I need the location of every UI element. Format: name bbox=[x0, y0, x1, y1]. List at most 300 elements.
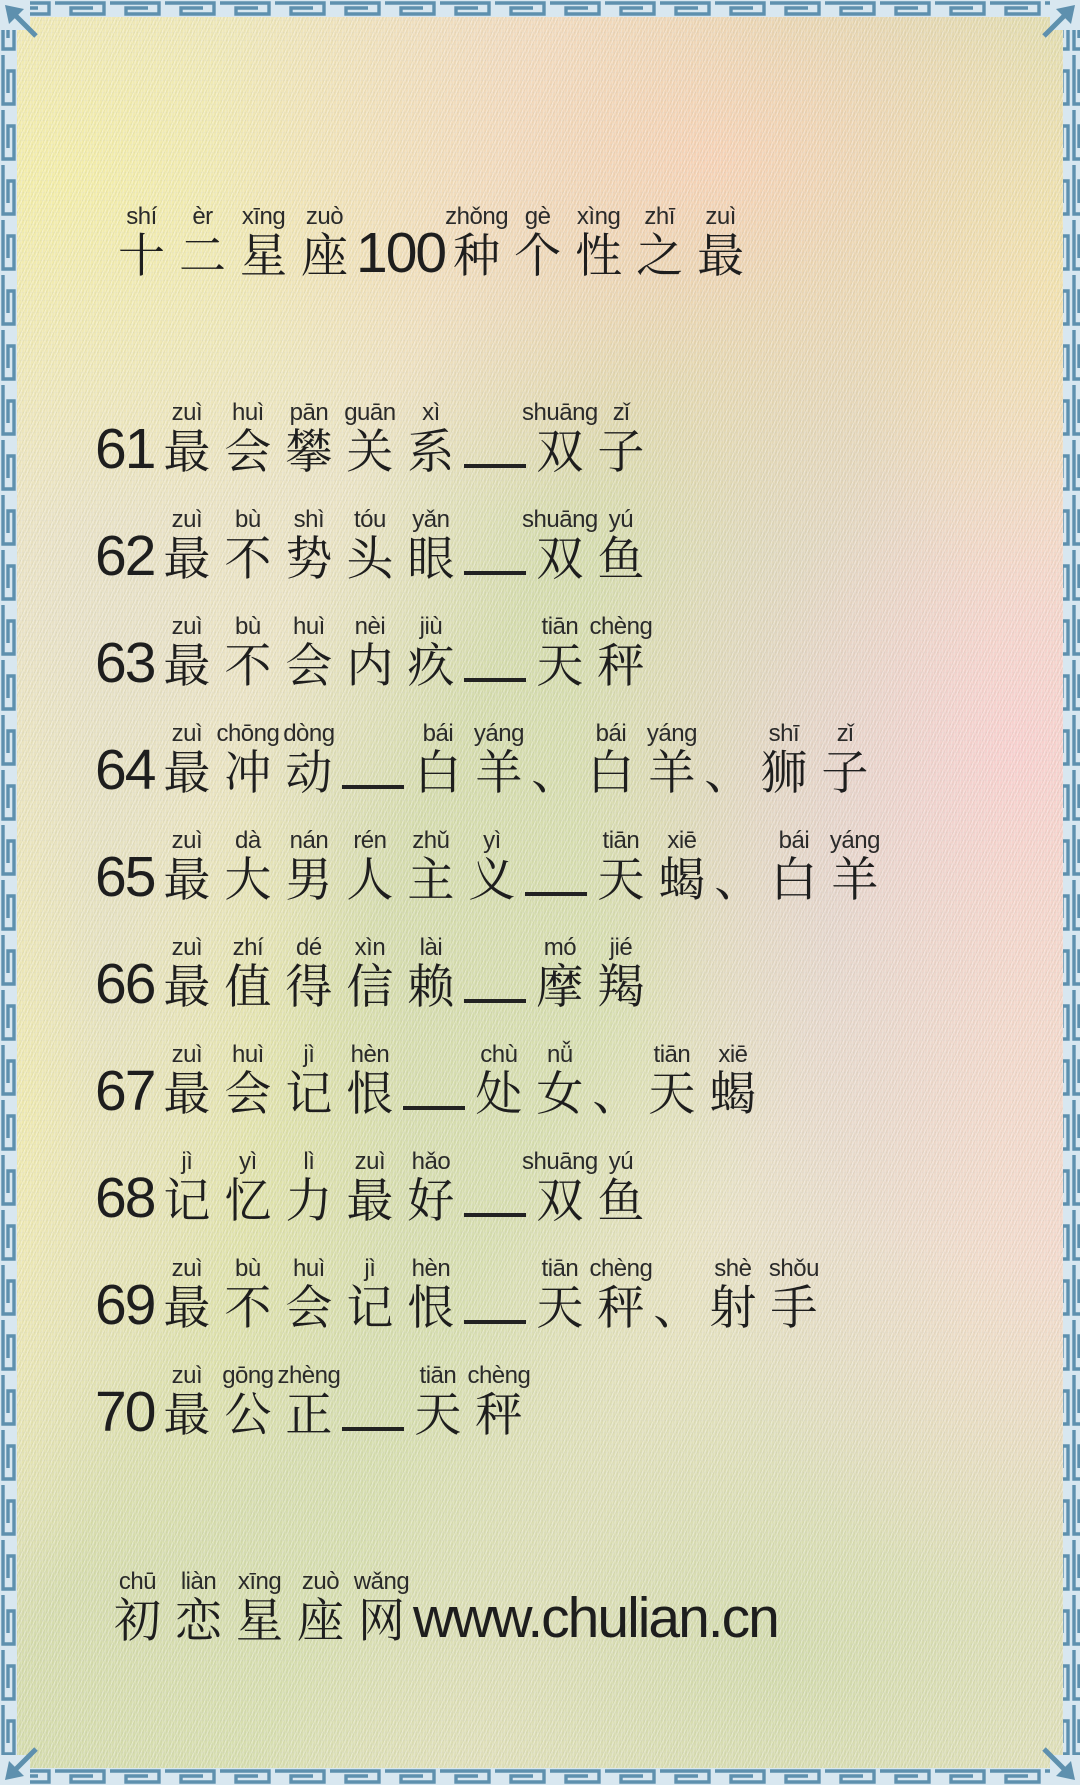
pinyin-annotation: bù bbox=[235, 613, 261, 640]
hanzi-char: 双 bbox=[536, 532, 584, 585]
char-group bbox=[714, 855, 761, 904]
char-group bbox=[536, 1041, 584, 1120]
char-group bbox=[653, 1283, 700, 1332]
hanzi-char: 、 bbox=[653, 1281, 701, 1334]
char-group bbox=[114, 1568, 161, 1647]
hanzi-char: 二 bbox=[179, 229, 226, 282]
pinyin-annotation: zuì bbox=[354, 1148, 386, 1175]
pinyin-annotation: zhǔ bbox=[412, 827, 450, 854]
pinyin-annotation: xiē bbox=[718, 1041, 748, 1068]
hanzi-char: 最 bbox=[163, 1281, 211, 1334]
pinyin-annotation: huì bbox=[231, 399, 264, 426]
hanzi-char: 不 bbox=[224, 532, 272, 585]
char-group bbox=[222, 1362, 274, 1441]
hanzi-char: 势 bbox=[285, 532, 333, 585]
hanzi-char: 羯 bbox=[597, 960, 645, 1013]
char-group bbox=[414, 1362, 462, 1441]
char-group bbox=[356, 221, 446, 285]
dash-separator bbox=[464, 1320, 526, 1325]
char-group bbox=[285, 399, 333, 478]
pinyin-annotation: huì bbox=[231, 1041, 264, 1068]
char-group bbox=[407, 827, 455, 906]
hanzi-char: 眼 bbox=[407, 532, 455, 585]
char-group bbox=[216, 720, 280, 799]
pinyin-annotation: xīng bbox=[237, 1568, 282, 1595]
trait-line bbox=[95, 717, 1050, 809]
char-group bbox=[224, 613, 272, 692]
latin-text: 100 bbox=[356, 221, 446, 285]
pinyin-annotation: bù bbox=[235, 506, 261, 533]
char-group bbox=[531, 748, 578, 797]
char-group bbox=[445, 203, 509, 282]
char-group bbox=[285, 934, 333, 1013]
hanzi-char: 摩 bbox=[536, 960, 584, 1013]
char-group bbox=[709, 1255, 757, 1334]
pinyin-annotation: shuāng bbox=[522, 399, 598, 426]
hanzi-char: 白 bbox=[587, 746, 635, 799]
pinyin-annotation: jié bbox=[609, 934, 633, 961]
pinyin-annotation: shǒu bbox=[768, 1255, 819, 1282]
hanzi-char: 子 bbox=[821, 746, 869, 799]
hanzi-char: 子 bbox=[597, 425, 645, 478]
char-group bbox=[467, 1362, 531, 1441]
char-group bbox=[770, 827, 818, 906]
char-group bbox=[224, 1041, 272, 1120]
char-group bbox=[346, 1255, 394, 1334]
char-group bbox=[414, 720, 462, 799]
item-number: 61 bbox=[95, 417, 155, 481]
pinyin-annotation: yì bbox=[239, 1148, 257, 1175]
pinyin-annotation: xīng bbox=[241, 203, 286, 230]
pinyin-annotation: yǎn bbox=[412, 506, 450, 533]
hanzi-char: 恋 bbox=[175, 1594, 222, 1647]
trait-line bbox=[95, 1038, 1050, 1130]
hanzi-char: 记 bbox=[346, 1281, 394, 1334]
pinyin-annotation: shì bbox=[293, 506, 325, 533]
char-group bbox=[346, 613, 394, 692]
char-group bbox=[283, 720, 335, 799]
pinyin-annotation: xiē bbox=[667, 827, 697, 854]
hanzi-char: 射 bbox=[709, 1281, 757, 1334]
char-group bbox=[163, 1362, 211, 1441]
hanzi-char: 白 bbox=[414, 746, 462, 799]
hanzi-char: 恨 bbox=[407, 1281, 455, 1334]
hanzi-char: 个 bbox=[514, 229, 562, 282]
char-group bbox=[224, 934, 272, 1013]
hanzi-char: 会 bbox=[224, 425, 272, 478]
pinyin-annotation: shè bbox=[714, 1255, 752, 1282]
site-footer bbox=[95, 1565, 1050, 1650]
pinyin-annotation: bái bbox=[422, 720, 454, 747]
char-group bbox=[514, 203, 562, 282]
char-group bbox=[768, 1255, 819, 1334]
pinyin-annotation: jiù bbox=[419, 613, 443, 640]
hanzi-char: 之 bbox=[636, 229, 684, 282]
char-group bbox=[597, 506, 645, 585]
item-number: 70 bbox=[95, 1380, 155, 1444]
hanzi-char: 值 bbox=[224, 960, 272, 1013]
pinyin-annotation: xìn bbox=[354, 934, 386, 961]
pinyin-annotation: dà bbox=[235, 827, 261, 854]
hanzi-char: 双 bbox=[536, 425, 584, 478]
char-group bbox=[407, 1255, 455, 1334]
corner-arrow-bottom-left bbox=[0, 1749, 36, 1785]
dash-separator bbox=[342, 785, 404, 790]
pinyin-annotation: zuò bbox=[301, 1568, 340, 1595]
char-group bbox=[224, 506, 272, 585]
border-top bbox=[0, 0, 1080, 17]
char-group bbox=[407, 506, 455, 585]
item-number: 68 bbox=[95, 1166, 155, 1230]
hanzi-char: 、 bbox=[714, 853, 762, 906]
item-number: 63 bbox=[95, 631, 155, 695]
pinyin-annotation: tiān bbox=[602, 827, 640, 854]
hanzi-char: 十 bbox=[118, 229, 165, 282]
hanzi-char: 、 bbox=[592, 1067, 640, 1120]
trait-line bbox=[95, 1359, 1050, 1451]
char-group bbox=[589, 613, 653, 692]
char-group bbox=[163, 1148, 211, 1227]
pinyin-annotation: nǚ bbox=[547, 1041, 573, 1068]
char-group bbox=[475, 1041, 523, 1120]
char-group bbox=[522, 1148, 598, 1227]
hanzi-char: 记 bbox=[163, 1174, 211, 1227]
hanzi-char: 蝎 bbox=[709, 1067, 757, 1120]
pinyin-annotation: jì bbox=[303, 1041, 315, 1068]
hanzi-char: 最 bbox=[163, 532, 211, 585]
hanzi-char: 记 bbox=[285, 1067, 333, 1120]
border-bottom bbox=[0, 1768, 1080, 1785]
pinyin-annotation: chèng bbox=[589, 1255, 653, 1282]
hanzi-char: 、 bbox=[704, 746, 752, 799]
pinyin-annotation: tiān bbox=[419, 1362, 457, 1389]
char-group bbox=[468, 827, 516, 906]
pinyin-annotation: huì bbox=[292, 1255, 325, 1282]
pinyin-annotation: tiān bbox=[541, 613, 579, 640]
char-group bbox=[224, 1148, 272, 1227]
hanzi-char: 得 bbox=[285, 960, 333, 1013]
trait-line bbox=[95, 1145, 1050, 1237]
char-group bbox=[163, 827, 211, 906]
char-group bbox=[163, 399, 211, 478]
trait-line bbox=[95, 1252, 1050, 1344]
pinyin-annotation: chèng bbox=[467, 1362, 531, 1389]
pinyin-annotation: chū bbox=[118, 1568, 157, 1595]
pinyin-annotation: tóu bbox=[353, 506, 386, 533]
pinyin-annotation: pān bbox=[289, 399, 329, 426]
hanzi-char: 秤 bbox=[597, 1281, 645, 1334]
pinyin-annotation: hèn bbox=[350, 1041, 390, 1068]
pinyin-annotation: gè bbox=[524, 203, 551, 230]
hanzi-char: 天 bbox=[648, 1067, 696, 1120]
pinyin-annotation: nèi bbox=[354, 613, 386, 640]
hanzi-char: 天 bbox=[414, 1388, 462, 1441]
dash-separator bbox=[403, 1106, 465, 1111]
hanzi-char: 不 bbox=[224, 1281, 272, 1334]
pinyin-annotation: zuì bbox=[171, 720, 203, 747]
char-group bbox=[163, 1041, 211, 1120]
hanzi-char: 星 bbox=[240, 229, 287, 282]
hanzi-char: 义 bbox=[468, 853, 516, 906]
char-group bbox=[346, 934, 394, 1013]
hanzi-char: 天 bbox=[536, 639, 584, 692]
char-group bbox=[413, 1586, 778, 1650]
hanzi-char: 动 bbox=[285, 746, 333, 799]
hanzi-char: 好 bbox=[407, 1174, 455, 1227]
hanzi-char: 座 bbox=[297, 1594, 344, 1647]
pinyin-annotation: xì bbox=[422, 399, 440, 426]
hanzi-char: 攀 bbox=[285, 425, 333, 478]
hanzi-char: 大 bbox=[224, 853, 272, 906]
char-group bbox=[829, 827, 880, 906]
hanzi-char: 天 bbox=[536, 1281, 584, 1334]
hanzi-char: 种 bbox=[453, 229, 501, 282]
char-group bbox=[346, 506, 394, 585]
hanzi-char: 女 bbox=[536, 1067, 584, 1120]
pinyin-annotation: zuì bbox=[171, 827, 203, 854]
char-group bbox=[240, 203, 287, 282]
char-group bbox=[473, 720, 524, 799]
pinyin-annotation: jì bbox=[181, 1148, 193, 1175]
pinyin-annotation: zuì bbox=[171, 1362, 203, 1389]
hanzi-char: 双 bbox=[536, 1174, 584, 1227]
char-group bbox=[709, 1041, 757, 1120]
pinyin-annotation: hèn bbox=[411, 1255, 451, 1282]
pinyin-annotation: shí bbox=[126, 203, 157, 230]
hanzi-char: 鱼 bbox=[597, 532, 645, 585]
char-group bbox=[407, 934, 455, 1013]
char-group bbox=[277, 1362, 341, 1441]
hanzi-char: 网 bbox=[358, 1594, 405, 1647]
item-number: 62 bbox=[95, 524, 155, 588]
char-group bbox=[587, 720, 635, 799]
pinyin-annotation: zhèng bbox=[277, 1362, 341, 1389]
dash-separator bbox=[525, 892, 587, 897]
char-group bbox=[224, 1255, 272, 1334]
hanzi-char: 最 bbox=[697, 229, 745, 282]
pinyin-annotation: shuāng bbox=[522, 506, 598, 533]
char-group bbox=[285, 613, 333, 692]
hanzi-char: 座 bbox=[301, 229, 348, 282]
hanzi-char: 羊 bbox=[475, 746, 523, 799]
hanzi-char: 男 bbox=[285, 853, 333, 906]
hanzi-char: 人 bbox=[346, 853, 394, 906]
pinyin-annotation: lì bbox=[303, 1148, 315, 1175]
char-group bbox=[407, 613, 455, 692]
hanzi-char: 会 bbox=[285, 1281, 333, 1334]
hanzi-char: 最 bbox=[163, 853, 211, 906]
pinyin-annotation: tiān bbox=[653, 1041, 691, 1068]
char-group bbox=[224, 399, 272, 478]
char-group bbox=[179, 203, 226, 282]
hanzi-char: 不 bbox=[224, 639, 272, 692]
char-group bbox=[636, 203, 684, 282]
hanzi-char: 恨 bbox=[346, 1067, 394, 1120]
char-group bbox=[163, 613, 211, 692]
hanzi-char: 力 bbox=[285, 1174, 333, 1227]
char-group bbox=[301, 203, 348, 282]
hanzi-char: 最 bbox=[163, 425, 211, 478]
dash-separator bbox=[464, 1213, 526, 1218]
pinyin-annotation: dé bbox=[296, 934, 322, 961]
hanzi-char: 关 bbox=[346, 425, 394, 478]
hanzi-char: 手 bbox=[770, 1281, 818, 1334]
char-group bbox=[353, 1568, 410, 1647]
item-number: 66 bbox=[95, 952, 155, 1016]
item-number: 65 bbox=[95, 845, 155, 909]
hanzi-char: 最 bbox=[163, 639, 211, 692]
char-group bbox=[285, 827, 333, 906]
char-group bbox=[285, 1148, 333, 1227]
trait-line bbox=[95, 824, 1050, 916]
hanzi-char: 秤 bbox=[475, 1388, 523, 1441]
pinyin-annotation: zuì bbox=[171, 613, 203, 640]
hanzi-char: 最 bbox=[163, 746, 211, 799]
hanzi-char: 信 bbox=[346, 960, 394, 1013]
hanzi-char: 最 bbox=[163, 1067, 211, 1120]
char-group bbox=[175, 1568, 222, 1647]
pinyin-annotation: tiān bbox=[541, 1255, 579, 1282]
char-group bbox=[297, 1568, 344, 1647]
pinyin-annotation: yì bbox=[483, 827, 501, 854]
pinyin-annotation: yáng bbox=[829, 827, 880, 854]
pinyin-annotation: bái bbox=[595, 720, 627, 747]
char-group bbox=[592, 1069, 639, 1118]
char-group bbox=[346, 1041, 394, 1120]
pinyin-annotation: zuì bbox=[171, 1255, 203, 1282]
pinyin-annotation: guān bbox=[344, 399, 396, 426]
char-group bbox=[704, 748, 751, 797]
hanzi-char: 系 bbox=[407, 425, 455, 478]
hanzi-char: 会 bbox=[285, 639, 333, 692]
hanzi-char: 赖 bbox=[407, 960, 455, 1013]
hanzi-char: 狮 bbox=[760, 746, 808, 799]
char-group bbox=[697, 203, 745, 282]
hanzi-char: 星 bbox=[236, 1594, 283, 1647]
char-group bbox=[285, 1255, 333, 1334]
pinyin-annotation: shī bbox=[768, 720, 800, 747]
char-group bbox=[646, 720, 697, 799]
char-group bbox=[346, 827, 394, 906]
pinyin-annotation: yáng bbox=[473, 720, 524, 747]
hanzi-char: 正 bbox=[285, 1388, 333, 1441]
pinyin-annotation: lài bbox=[419, 934, 443, 961]
trait-line bbox=[95, 931, 1050, 1023]
pinyin-annotation: dòng bbox=[283, 720, 335, 747]
pinyin-annotation: zǐ bbox=[836, 720, 854, 747]
char-group bbox=[536, 613, 584, 692]
pinyin-annotation: chōng bbox=[216, 720, 280, 747]
item-number: 69 bbox=[95, 1273, 155, 1337]
pinyin-annotation: yú bbox=[608, 1148, 634, 1175]
pinyin-annotation: xìng bbox=[576, 203, 621, 230]
char-group bbox=[589, 1255, 653, 1334]
char-group bbox=[236, 1568, 283, 1647]
hanzi-char: 会 bbox=[224, 1067, 272, 1120]
pinyin-annotation: zuì bbox=[171, 1041, 203, 1068]
pinyin-annotation: mó bbox=[543, 934, 577, 961]
pinyin-annotation: èr bbox=[192, 203, 213, 230]
char-group bbox=[344, 399, 396, 478]
char-group bbox=[597, 934, 645, 1013]
hanzi-char: 处 bbox=[475, 1067, 523, 1120]
char-group bbox=[536, 1255, 584, 1334]
hanzi-char: 最 bbox=[163, 1388, 211, 1441]
corner-arrow-bottom-right bbox=[1044, 1749, 1080, 1785]
item-number: 64 bbox=[95, 738, 155, 802]
char-group bbox=[821, 720, 869, 799]
hanzi-char: 初 bbox=[114, 1594, 161, 1647]
hanzi-char: 、 bbox=[531, 746, 579, 799]
hanzi-char: 头 bbox=[346, 532, 394, 585]
pinyin-annotation: yáng bbox=[646, 720, 697, 747]
dash-separator bbox=[464, 464, 526, 469]
pinyin-annotation: huì bbox=[292, 613, 325, 640]
pinyin-annotation: zuì bbox=[171, 934, 203, 961]
hanzi-char: 羊 bbox=[831, 853, 879, 906]
hanzi-char: 蝎 bbox=[658, 853, 706, 906]
char-group bbox=[118, 203, 165, 282]
pinyin-annotation: liàn bbox=[180, 1568, 217, 1595]
trait-line bbox=[95, 610, 1050, 702]
pinyin-annotation: hǎo bbox=[411, 1148, 451, 1175]
hanzi-char: 性 bbox=[575, 229, 623, 282]
char-group bbox=[522, 399, 598, 478]
char-group bbox=[522, 506, 598, 585]
hanzi-char: 鱼 bbox=[597, 1174, 645, 1227]
dash-separator bbox=[464, 999, 526, 1004]
char-group bbox=[597, 1148, 645, 1227]
hanzi-char: 冲 bbox=[224, 746, 272, 799]
hanzi-char: 天 bbox=[597, 853, 645, 906]
pinyin-annotation: zǐ bbox=[612, 399, 630, 426]
pinyin-annotation: nán bbox=[289, 827, 329, 854]
pinyin-annotation: chù bbox=[480, 1041, 518, 1068]
pinyin-annotation: gōng bbox=[222, 1362, 274, 1389]
item-number: 67 bbox=[95, 1059, 155, 1123]
pinyin-annotation: bái bbox=[778, 827, 810, 854]
dash-separator bbox=[464, 678, 526, 683]
poster-title bbox=[95, 200, 1050, 285]
char-group bbox=[285, 506, 333, 585]
pinyin-annotation: zuì bbox=[171, 399, 203, 426]
hanzi-char: 最 bbox=[163, 960, 211, 1013]
hanzi-char: 疚 bbox=[407, 639, 455, 692]
dash-separator bbox=[464, 571, 526, 576]
hanzi-char: 最 bbox=[346, 1174, 394, 1227]
trait-line bbox=[95, 396, 1050, 488]
hanzi-char: 内 bbox=[346, 639, 394, 692]
pinyin-annotation: shuāng bbox=[522, 1148, 598, 1175]
trait-line bbox=[95, 503, 1050, 595]
dash-separator bbox=[342, 1427, 404, 1432]
pinyin-annotation: zuì bbox=[171, 506, 203, 533]
pinyin-annotation: rén bbox=[353, 827, 387, 854]
char-group bbox=[575, 203, 623, 282]
char-group bbox=[597, 399, 645, 478]
pinyin-annotation: zuì bbox=[705, 203, 736, 230]
char-group bbox=[346, 1148, 394, 1227]
char-group bbox=[536, 934, 584, 1013]
pinyin-annotation: yú bbox=[608, 506, 634, 533]
char-group bbox=[760, 720, 808, 799]
pinyin-annotation: zhí bbox=[232, 934, 264, 961]
char-group bbox=[163, 506, 211, 585]
char-group bbox=[285, 1041, 333, 1120]
hanzi-char: 白 bbox=[770, 853, 818, 906]
char-group bbox=[648, 1041, 696, 1120]
pinyin-annotation: wǎng bbox=[353, 1568, 410, 1595]
